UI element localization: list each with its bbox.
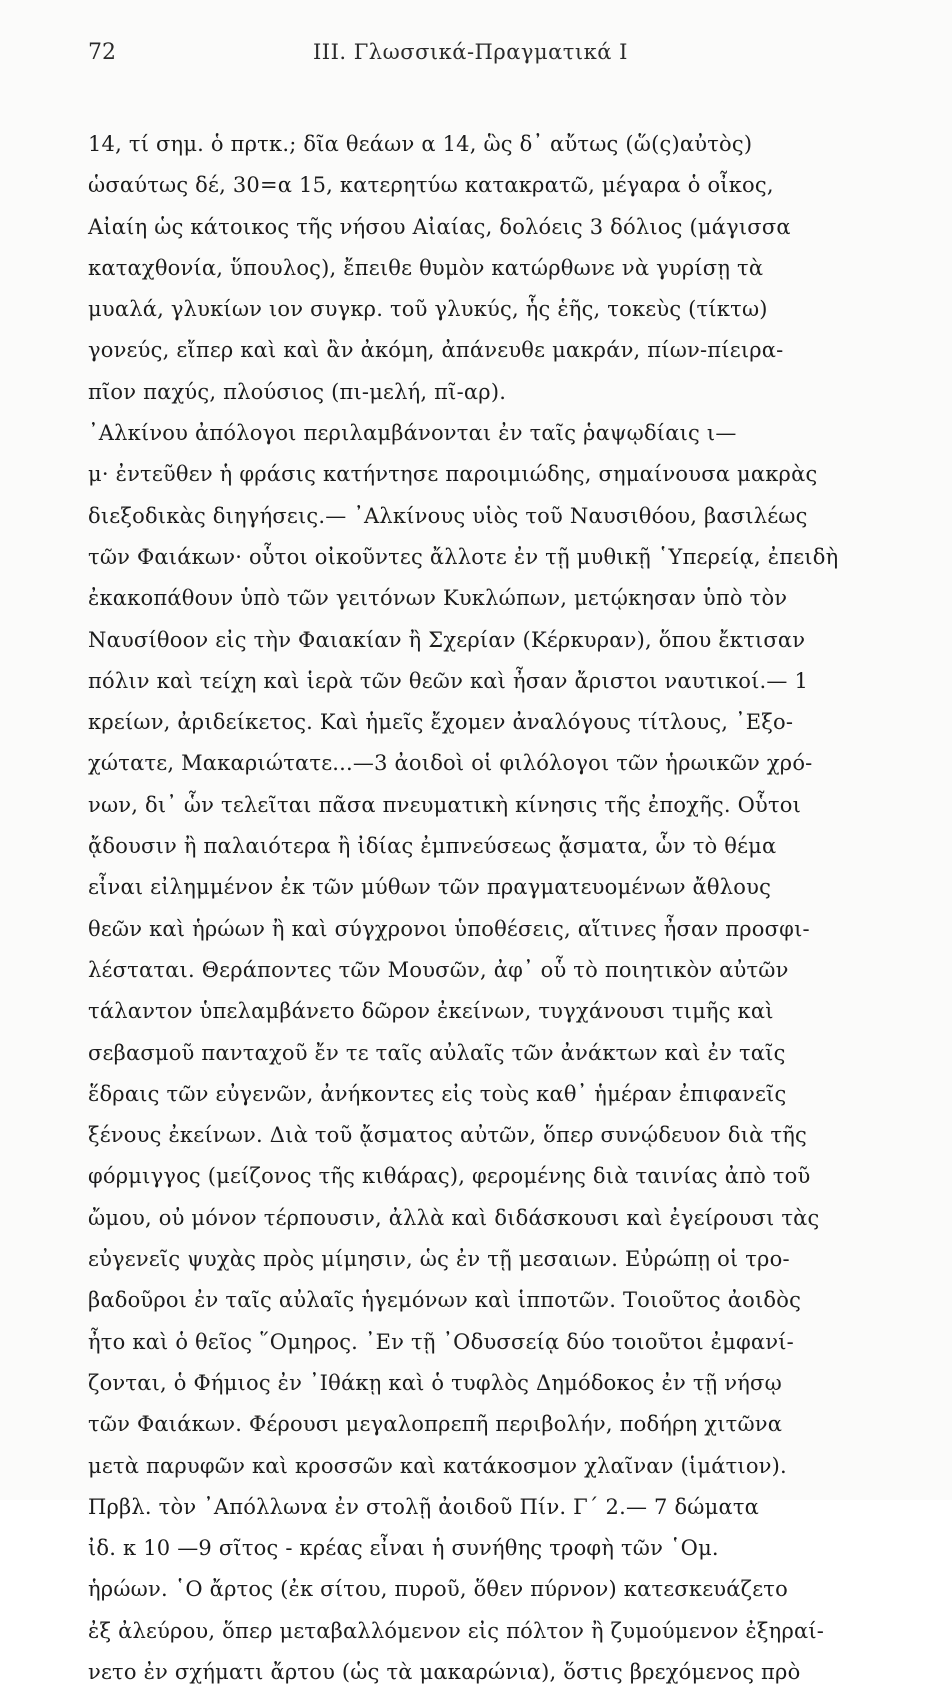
text-line: τῶν Φαιάκων. Φέρουσι μεγαλοπρεπῆ περιβολήν, ποδήρη χιτῶνα: [88, 1412, 783, 1437]
text-line: ὤμου, οὐ μόνον τέρπουσιν, ἀλλὰ καὶ διδάσκουσι καὶ ἐγείρουσι τὰς: [88, 1205, 820, 1230]
text-line: Ναυσίθοον εἰς τὴν Φαιακίαν ἢ Σχερίαν (Κέρκυραν), ὅπου ἔκτισαν: [88, 627, 806, 652]
text-line: Αἰαίη ὡς κάτοικος τῆς νήσου Αἰαίας, δολόεις 3 δόλιος (μάγισσα: [88, 214, 791, 239]
text-line: μ· ἐντεῦθεν ἡ φράσις κατήντησε παροιμιώδης, σημαίνουσα μακρὰς: [88, 462, 818, 487]
running-head: [88, 28, 912, 74]
text-line: νετο ἐν σχήματι ἄρτου (ὡς τὰ μακαρώνια), ὅστις βρεχόμενος πρὸ: [88, 1659, 801, 1684]
text-line: χώτατε, Μακαριώτατε...—3 ἀοιδοὶ οἱ φιλόλογοι τῶν ἡρωικῶν χρό-: [88, 751, 813, 776]
text-line: ἦτο καὶ ὁ θεῖος ῞Ομηρος. ᾿Εν τῇ ᾿Οδυσσείᾳ δύο τοιοῦτοι ἐμφανί-: [88, 1329, 794, 1354]
page-number: 72: [88, 40, 116, 65]
text-line: 14, τί σημ. ὁ πρτκ.; δῖα θεάων α 14, ὣς δ᾿ αὔτως (ὥ(ς)αὐτὸς): [88, 132, 753, 156]
text-line: μετὰ παρυφῶν καὶ κροσσῶν καὶ κατάκοσμον χλαῖναν (ἱμάτιον).: [88, 1453, 787, 1478]
text-line: τάλαντον ὑπελαμβάνετο δῶρον ἐκείνων, τυγχάνουσι τιμῆς καὶ: [88, 999, 774, 1024]
text-line: ξένους ἐκείνων. Διὰ τοῦ ᾄσματος αὐτῶν, ὅπερ συνῴδευον διὰ τῆς: [88, 1123, 807, 1148]
text-line: πῖον παχύς, πλούσιος (πι-μελή, πῖ-αρ).: [88, 379, 507, 404]
text-line: εὐγενεῖς ψυχὰς πρὸς μίμησιν, ὡς ἐν τῇ μεσαιων. Εὐρώπῃ οἱ τρο-: [88, 1247, 790, 1272]
text-line: καταχθονία, ὕπουλος), ἔπειθε θυμὸν κατώρθωνε νὰ γυρίσῃ τὰ: [88, 255, 764, 280]
text-line: ζονται, ὁ Φήμιος ἐν ᾿Ιθάκῃ καὶ ὁ τυφλὸς Δημόδοκος ἐν τῇ νήσῳ: [88, 1370, 782, 1395]
text-line: ἡρώων. ῾Ο ἄρτος (ἐκ σίτου, πυροῦ, ὅθεν πύρνον) κατεσκευάζετο: [88, 1577, 788, 1602]
text-line: νων, δι᾿ ὧν τελεῖται πᾶσα πνευματικὴ κίνησις τῆς ἐποχῆς. Οὗτοι: [88, 792, 802, 817]
text-line: βαδοῦροι ἐν ταῖς αὐλαῖς ἡγεμόνων καὶ ἱπποτῶν. Τοιοῦτος ἀοιδὸς: [88, 1288, 802, 1313]
text-line: εἶναι εἰλημμένον ἐκ τῶν μύθων τῶν πραγματευομένων ἄθλους: [88, 875, 772, 900]
text-line: γονεύς, εἴπερ καὶ καὶ ἂν ἀκόμη, ἀπάνευθε μακράν, πίων-πίειρα-: [88, 338, 784, 363]
text-line: φόρμιγγος (μείζονος τῆς κιθάρας), φερομένης διὰ ταινίας ἀπὸ τοῦ: [88, 1164, 811, 1189]
text-line: κρείων, ἀριδείκετος. Καὶ ἡμεῖς ἔχομεν ἀναλόγους τίτλους, ᾿Εξο-: [88, 710, 794, 735]
text-line: ὡσαύτως δέ, 30=α 15, κατερητύω κατακρατῶ, μέγαρα ὁ οἶκος,: [88, 173, 774, 198]
text-line: ᾄδουσιν ἢ παλαιότερα ἢ ἰδίας ἐμπνεύσεως ᾄσματα, ὧν τὸ θέμα: [88, 834, 777, 859]
text-line: πόλιν καὶ τείχη καὶ ἱερὰ τῶν θεῶν καὶ ἦσαν ἄριστοι ναυτικοί.— 1: [88, 668, 809, 693]
text-line: λέσταται. Θεράποντες τῶν Μουσῶν, ἀφ᾿ οὗ τὸ ποιητικὸν αὐτῶν: [88, 957, 789, 982]
text-line: ἐκακοπάθουν ὑπὸ τῶν γειτόνων Κυκλώπων, μετῴκησαν ὑπὸ τὸν: [88, 586, 788, 611]
text-line: τῶν Φαιάκων· οὗτοι οἰκοῦντες ἄλλοτε ἐν τῇ μυθικῇ ῾Υπερείᾳ, ἐπειδὴ: [88, 544, 839, 569]
running-title: III. Γλωσσικά-Πραγματικά I: [313, 40, 628, 64]
text-line: μυαλά, γλυκίων ιον συγκρ. τοῦ γλυκύς, ἧς ἑῆς, τοκεὺς (τίκτω): [88, 297, 768, 322]
text-line: σεβασμοῦ πανταχοῦ ἔν τε ταῖς αὐλαῖς τῶν ἀνάκτων καὶ ἐν ταῖς: [88, 1040, 786, 1065]
text-line: ἰδ. κ 10 —9 σῖτος - κρέας εἶναι ἡ συνήθης τροφὴ τῶν ῾Ομ.: [88, 1536, 719, 1561]
text-line: διεξοδικὰς διηγήσεις.— ᾿Αλκίνους υἱὸς τοῦ Ναυσιθόου, βασιλέως: [88, 503, 808, 528]
text-line: θεῶν καὶ ἡρώων ἢ καὶ σύγχρονοι ὑποθέσεις, αἵτινες ἦσαν προσφι-: [88, 916, 810, 941]
commentary-text: [88, 124, 914, 1693]
text-line: ἐξ ἀλεύρου, ὅπερ μεταβαλλόμενον εἰς πόλτον ἢ ζυμούμενον ἐξηραί-: [88, 1618, 825, 1643]
text-line: ᾿Αλκίνου ἀπόλογοι περιλαμβάνονται ἐν ταῖς ῥαψῳδίαις ι—: [88, 421, 737, 446]
text-line: Πρβλ. τὸν ᾿Απόλλωνα ἐν στολῇ ἀοιδοῦ Πίν. Γ΄ 2.— 7 δώματα: [88, 1494, 760, 1519]
text-line: ἕδραις τῶν εὐγενῶν, ἀνήκοντες εἰς τοὺς καθ᾿ ἡμέραν ἐπιφανεῖς: [88, 1081, 787, 1106]
